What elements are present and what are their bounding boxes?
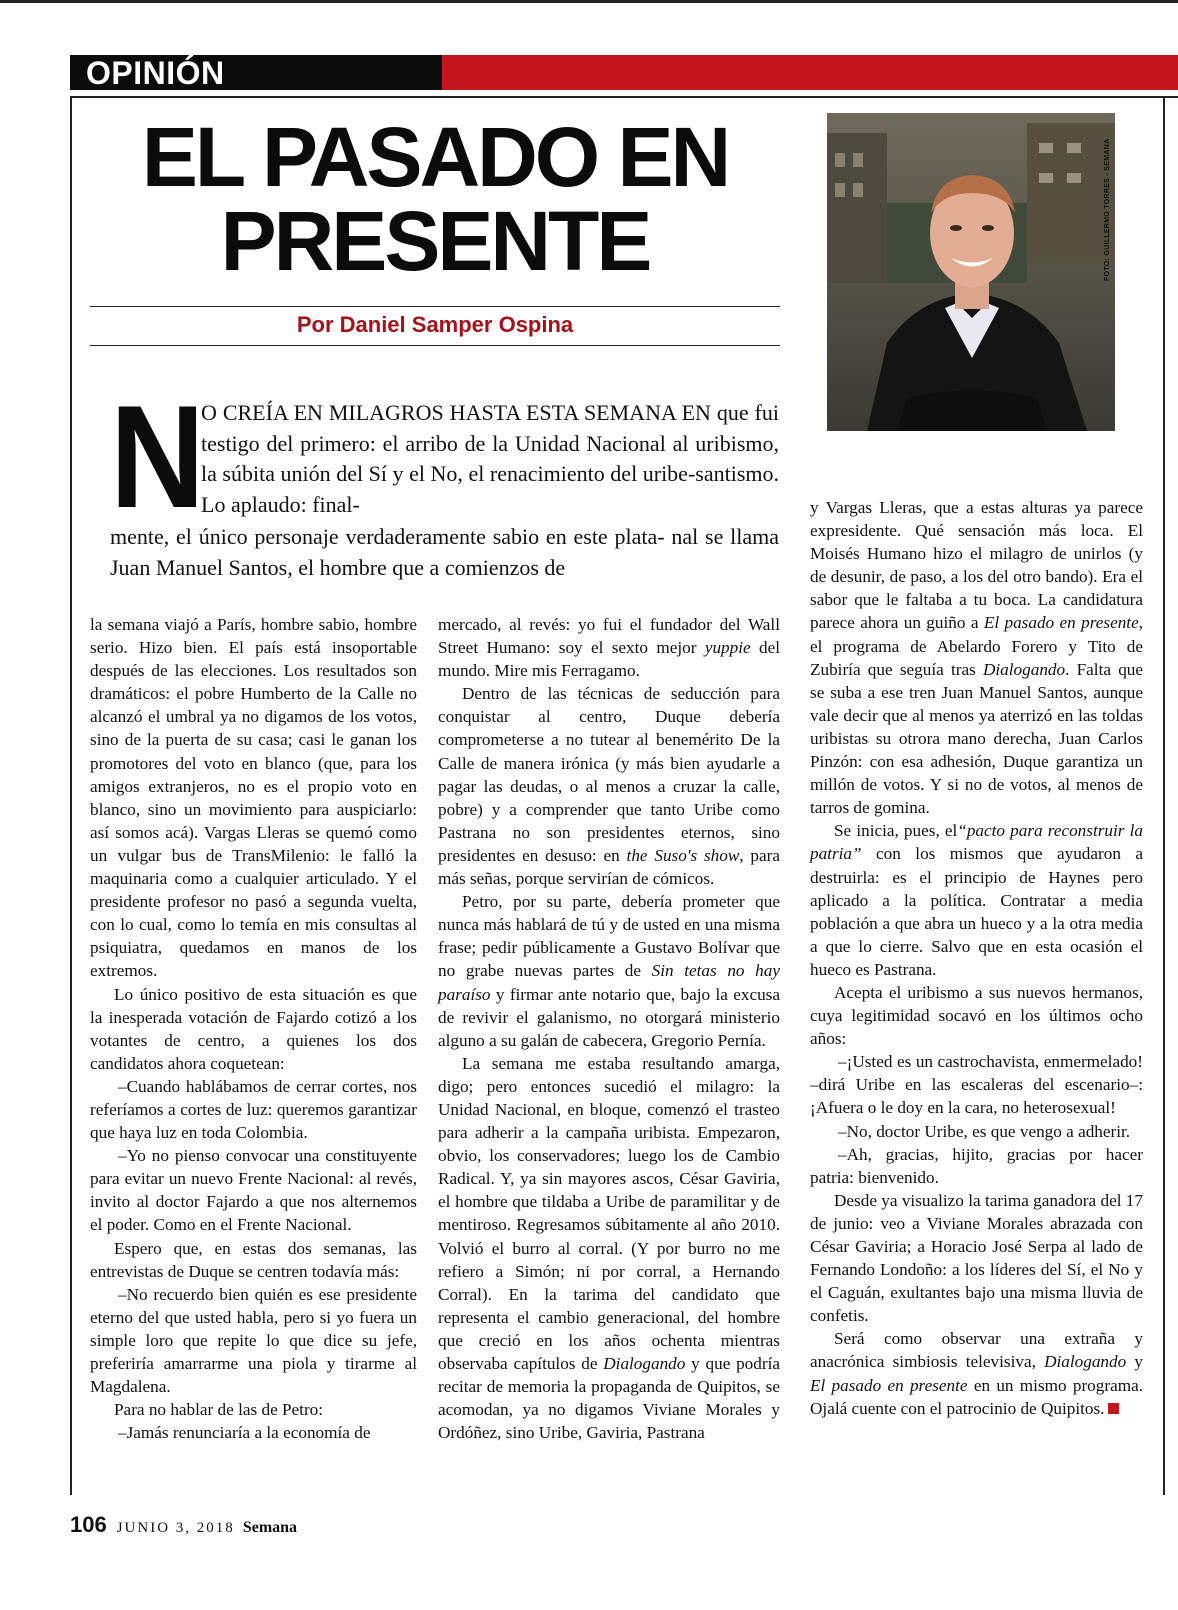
frame-top-rule — [70, 96, 1178, 98]
italic-run: Dialogando — [982, 659, 1066, 679]
headline-line-2: PRESENTE — [220, 194, 650, 288]
paragraph: –No recuerdo bien quién es ese presidente eterno del que usted habla, pero si yo fuera un simple loro que repite lo que dice su jefe, preferiría amarrarme una piola y tirarme al Magdalena. — [90, 1284, 417, 1397]
issue-date: JUNIO 3, 2018 — [116, 1520, 235, 1536]
italic-run: Dialogando — [1044, 1352, 1127, 1372]
section-label: OPINIÓN — [86, 55, 225, 91]
frame-left-rule — [70, 97, 72, 1495]
headline — [90, 110, 780, 288]
page-footer — [70, 1510, 297, 1540]
italic-run: El pasado en presente — [983, 613, 1139, 633]
text-run: , para más señas, porque servirían de cómicos. — [438, 845, 781, 889]
text-run: y — [1134, 1352, 1143, 1372]
italic-run: Sin tetas no hay paraíso — [438, 961, 780, 1004]
end-mark-icon — [1108, 1403, 1119, 1414]
paragraph: –¡Usted es un castrochavista, enmermelado! –dirá Uribe en las escaleras del escenario–: ¡Afuera o le doy en la cara, no heterosexual! — [810, 1052, 1143, 1118]
paragraph: Para no hablar de las de Petro: — [114, 1400, 324, 1420]
paragraph: –Yo no pienso convocar una constituyente para evitar un nuevo Frente Nacional: al revés, invito al doctor Fajardo a que nos alternemos el poder. Como en el Frente Nacional. — [90, 1146, 417, 1235]
text-run: Se inicia, pues, el — [834, 821, 958, 841]
article-column-1 — [90, 613, 417, 1444]
author-photo-illustration — [827, 113, 1115, 431]
byline-rule-bottom — [90, 345, 780, 346]
lead-paragraph-continued: mente, el único personaje verdaderamente sabio en este plata- nal se llama Juan Manuel Santos, el hombre que a comienzos de — [110, 524, 779, 580]
text-run: y firmar ante notario que, bajo la excusa de revivir el galanismo, no otorgará ministerio alguno a su galán de cabecera, Gregorio Pernía. — [438, 984, 780, 1050]
text-run: Dentro de las técnicas de seducción para conquistar al centro, Duque debería comprometerse a no tutear al benemérito De la Calle de manera irónica (y más bien ayudarle a pagar las deudas, o al menos a cruzar la calle, pobre) y a comprender que tanto Uribe como Pastrana no son presidentes eternos, sino presidentes en desuso: en — [438, 684, 780, 865]
section-bar-red — [442, 55, 1178, 90]
paragraph — [810, 819, 1143, 981]
paragraph: la semana viajó a París, hombre sabio, hombre serio. Hizo bien. El país está insoportable después de las elecciones. Los resultados son dramáticos: el pobre Humberto de la Calle no alcanzó el umbral ya no digamos de los votos, sino de la puerta de su casa; casi le ganan los promotores del voto en blanco (que, para los amigos extranjeros, no es el propio voto en blanco, sino un movimiento para auspiciarlo: así somos acá). Vargas Lleras se quemó como un vulgar bus de TransMilenio: le falló la maquinaria como a cualquier articulado. Y el presidente profesor no pasó a segunda vuelta, con lo cual, como lo temía en mis consultas al psiquiatra, quedamos en manos de los extremos. — [90, 615, 417, 981]
text-run: Petro, por su parte, debería prometer que nunca más hablará de tú y de usted en una misma frase; pedir públicamente a Gustavo Bolívar que no grabe nuevas partes de — [438, 892, 780, 981]
text-run: Será como observar una extraña y anacrónica simbiosis televisiva, — [810, 1329, 1143, 1372]
text-run: del mundo. Mire mis Ferragamo. — [438, 638, 781, 681]
paragraph — [438, 1052, 780, 1445]
paragraph: –Ah, gracias, hijito, gracias por hacer patria: bienvenido. — [810, 1144, 1143, 1187]
drop-cap: N — [110, 375, 205, 538]
paragraph: –Jamás renunciaría a la economía de — [118, 1423, 371, 1443]
paragraph — [438, 890, 780, 1052]
paragraph — [810, 1327, 1143, 1419]
section-bar — [70, 55, 1178, 90]
italic-run: yuppie — [704, 638, 751, 658]
paragraph: –Cuando hablábamos de cerrar cortes, nos referíamos a cortes de luz: queremos garantizar que haya luz en toda Colombia. — [90, 1076, 417, 1143]
author-photo — [827, 113, 1115, 431]
lead-paragraph: O CREÍA EN MILAGROS HASTA ESTA SEMANA EN que fui testigo del primero: el arribo de la Unidad Nacional al uribismo, la súbita unión del Sí y el No, el renacimiento del uribe-santismo. Lo aplaudo: final- — [201, 400, 779, 517]
article-column-2 — [438, 613, 780, 1444]
frame-right-rule — [1163, 97, 1165, 1495]
text-run: La semana me estaba resultando amarga, digo; pero entonces sucedió el milagro: la Unidad Nacional, en bloque, comenzó el trasteo para adherir a la campaña uribista. Empezaron, obvio, los conservadores; luego los de Cambio Radical. Y, ya sin mayores ascos, César Gaviria, el hombre que tildaba a Uribe de paramilitar y de mentiroso. Regresamos súbitamente al año 2010. Volvió el burro al corral. (Y por burro no me refiero a Simón; ni por corral, a Hernando Corral). En la tarima del candidato que representa el cambio generacional, del hombre que creció en los años ochenta mientras observaba capítulos de — [438, 1053, 780, 1373]
text-run: y Vargas Lleras, que a estas alturas ya parece expresidente. Qué sensación más loca. El Moisés Humano hizo el milagro de unirlos (y de desunir, de paso, a los del otro bando). Era el sabor que le faltaba a tu boca. La candidatura parece ahora un guiño a — [810, 498, 1143, 633]
italic-run: Dialogando — [603, 1354, 686, 1373]
top-rule — [0, 0, 1178, 3]
byline-rule-top — [90, 306, 780, 307]
italic-run: El pasado en presente — [810, 1375, 968, 1395]
italic-run: the Suso's show — [626, 845, 740, 865]
text-run: en un mismo programa. Ojalá cuente con el patrocinio de Quipitos. — [810, 1375, 1144, 1418]
byline: Por Daniel Samper Ospina — [296, 312, 574, 337]
text-run: , el programa de Abelardo Forero y Tito de Zubiría que seguía tras — [810, 613, 1144, 679]
paragraph: Espero que, en estas dos semanas, las entrevistas de Duque se centren todavía más: — [90, 1238, 417, 1281]
text-run: mercado, al revés: yo fui el fundador del Wall Street Humano: soy el sexto mejor — [438, 615, 780, 658]
headline-line-1: EL PASADO EN — [141, 110, 729, 204]
paragraph — [810, 496, 1143, 819]
italic-run: “pacto para reconstruir la patria” — [810, 821, 1143, 864]
text-run: con los mismos que ayudaron a destruirla: es el principio de Haynes pero aplicado a la política. Contratar a media población a que abra un hueco y a la otra media a que lo cierre. Salvo que en esta ocasión el hueco es Pastrana. — [810, 844, 1143, 979]
article-column-3 — [810, 496, 1143, 1420]
text-run: y que podría recitar de memoria la propaganda de Quipitos, se acomodan, ya no digamos Viviane Morales y Ordóñez, sino Uribe, Gaviria, Pastrana — [438, 1354, 780, 1443]
paragraph: Lo único positivo de esta situación es que la inesperada votación de Fajardo cotizó a los votantes de centro, a quienes los dos candidatos ahora coquetean: — [90, 984, 417, 1073]
paragraph — [438, 682, 780, 890]
magazine-name: Semana — [242, 1519, 298, 1536]
paragraph: Desde ya visualizo la tarima ganadora del 17 de junio: veo a Viviane Morales abrazada con César Gaviria; a Horacio José Serpa al lado de Fernando Londoño: a los líderes del Sí, el No y el Caguán, exultantes bajo una misma lluvia de confetis. — [810, 1190, 1143, 1326]
page-number: 106 — [70, 1512, 107, 1537]
paragraph — [438, 613, 780, 682]
paragraph: Acepta el uribismo a sus nuevos hermanos, cuya legitimidad socavó en los últimos ocho años: — [810, 982, 1143, 1049]
paragraph: –No, doctor Uribe, es que vengo a adherir. — [838, 1121, 1131, 1141]
text-run: . Falta que se suba a ese tren Juan Manuel Santos, aunque vale decir que al menos ya aterrizó en las toldas uribistas su otrora mano derecha, Juan Carlos Pinzón: con esa adhesión, Duque garantiza un millón de votos. Y si no de votos, al menos de tarros de gomina. — [810, 659, 1144, 818]
photo-credit: FOTO: GUILLERMO TORRES - SEMANA — [1104, 138, 1111, 281]
